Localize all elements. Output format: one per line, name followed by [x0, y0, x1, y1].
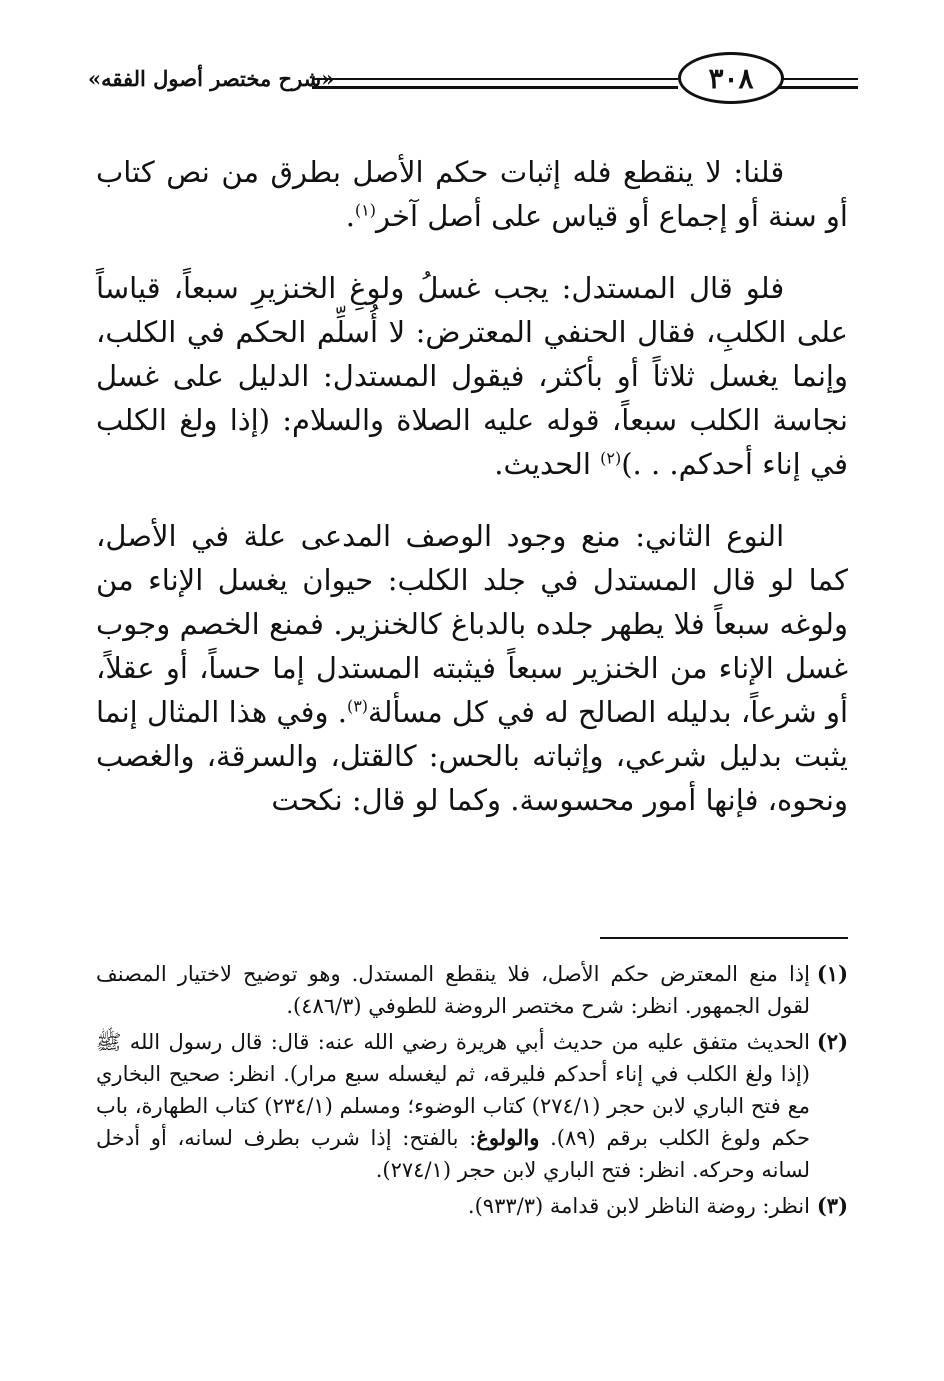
footnote-number: (٢)	[816, 1029, 848, 1054]
footnote-number: (٣)	[816, 1193, 848, 1218]
header-rule-bottom-right	[778, 86, 858, 89]
paragraph-1: قلنا: لا ينقطع فله إثبات حكم الأصل بطرق من نص كتاب أو سنة أو إجماع أو قياس على أصل آخر$^{(١)}$.	[96, 155, 848, 233]
footnote-text: إذا منع المعترض حكم الأصل، فلا ينقطع المستدل. وهو توضيح لاختيار المصنف لقول الجمهور. انظر: شرح مختصر الروضة للطوفي (٤٨٦/٣).	[96, 962, 810, 1018]
footnote-ref-1[interactable]: (١)	[354, 200, 377, 220]
page-header	[80, 40, 860, 110]
footnote-2	[96, 1026, 848, 1186]
footnote-1	[96, 958, 848, 1022]
header-rule-top-left	[312, 78, 678, 80]
page-number-badge	[678, 52, 784, 104]
footnote-number: (١)	[816, 961, 848, 986]
footnote-text: انظر: روضة الناظر لابن قدامة (٩٣٣/٣).	[467, 1194, 810, 1218]
footnote-separator	[600, 937, 848, 939]
main-text	[96, 150, 848, 850]
footnote-3	[96, 1190, 848, 1222]
paragraph-3: النوع الثاني: منع وجود الوصف المدعى علة في الأصل، كما لو قال المستدل في جلد الكلب: حيوان يغسل الإناء من ولوغه سبعاً فلا يطهر جلده بالدباغ كالخنزير. فمنع الخصم وجوب غسل الإناء من الخنزير سبعاً فيثبته المستدل إما حساً، أو عقلاً، أو شرعاً، بدليله الصالح له في كل مسألة$^{(٣)}$. وفي هذا المثال إنما يثبت بدليل شرعي، وإثباته بالحس: كالقتل، والسرقة، والغصب ونحوه، فإنها أمور محسوسة. وكما لو قال: نكحت	[96, 519, 849, 817]
footnote-ref-2[interactable]: (٢)	[600, 448, 622, 468]
footnotes	[96, 958, 848, 1226]
running-title: «شرح مختصر أصول الفقه»	[88, 66, 335, 91]
footnote-text: الحديث متفق عليه من حديث أبي هريرة رضي الله عنه: قال: قال رسول الله ﷺ (إذا ولغ الكلب في إناء أحدكم فليرقه، ثم ليغسله سبع مرار). انظر: صحيح البخاري مع فتح الباري لابن حجر (٢٧٤/١) كتاب الوضوء؛ ومسلم (٢٣٤/١) كتاب الطهارة، باب حكم ولوغ الكلب برقم (٨٩). والولوغ: بالفتح: إذا شرب بطرف لسانه، أو أدخل لسانه وحركه. انظر: فتح الباري لابن حجر (٢٧٤/١).	[96, 1030, 810, 1182]
footnote-ref-3[interactable]: (٣)	[346, 696, 369, 716]
footnote-term: والولوغ	[476, 1125, 540, 1150]
paragraph-2: فلو قال المستدل: يجب غسلُ ولوغِ الخنزيرِ سبعاً، قياساً على الكلبِ، فقال الحنفي المعترض: لا أُسلِّم الحكم في الكلب، وإنما يغسل ثلاثاً أو بأكثر، فيقول المستدل: الدليل على غسل نجاسة الكلب سبعاً، قوله عليه الصلاة والسلام: (إذا ولغ الكلب في إناء أحدكم. . .)$^{(٢)}$ الحديث.	[96, 271, 848, 481]
page-number: ٣٠٨	[708, 61, 754, 95]
header-rule-top-right	[778, 78, 858, 80]
header-rule-bottom-left	[312, 86, 678, 89]
